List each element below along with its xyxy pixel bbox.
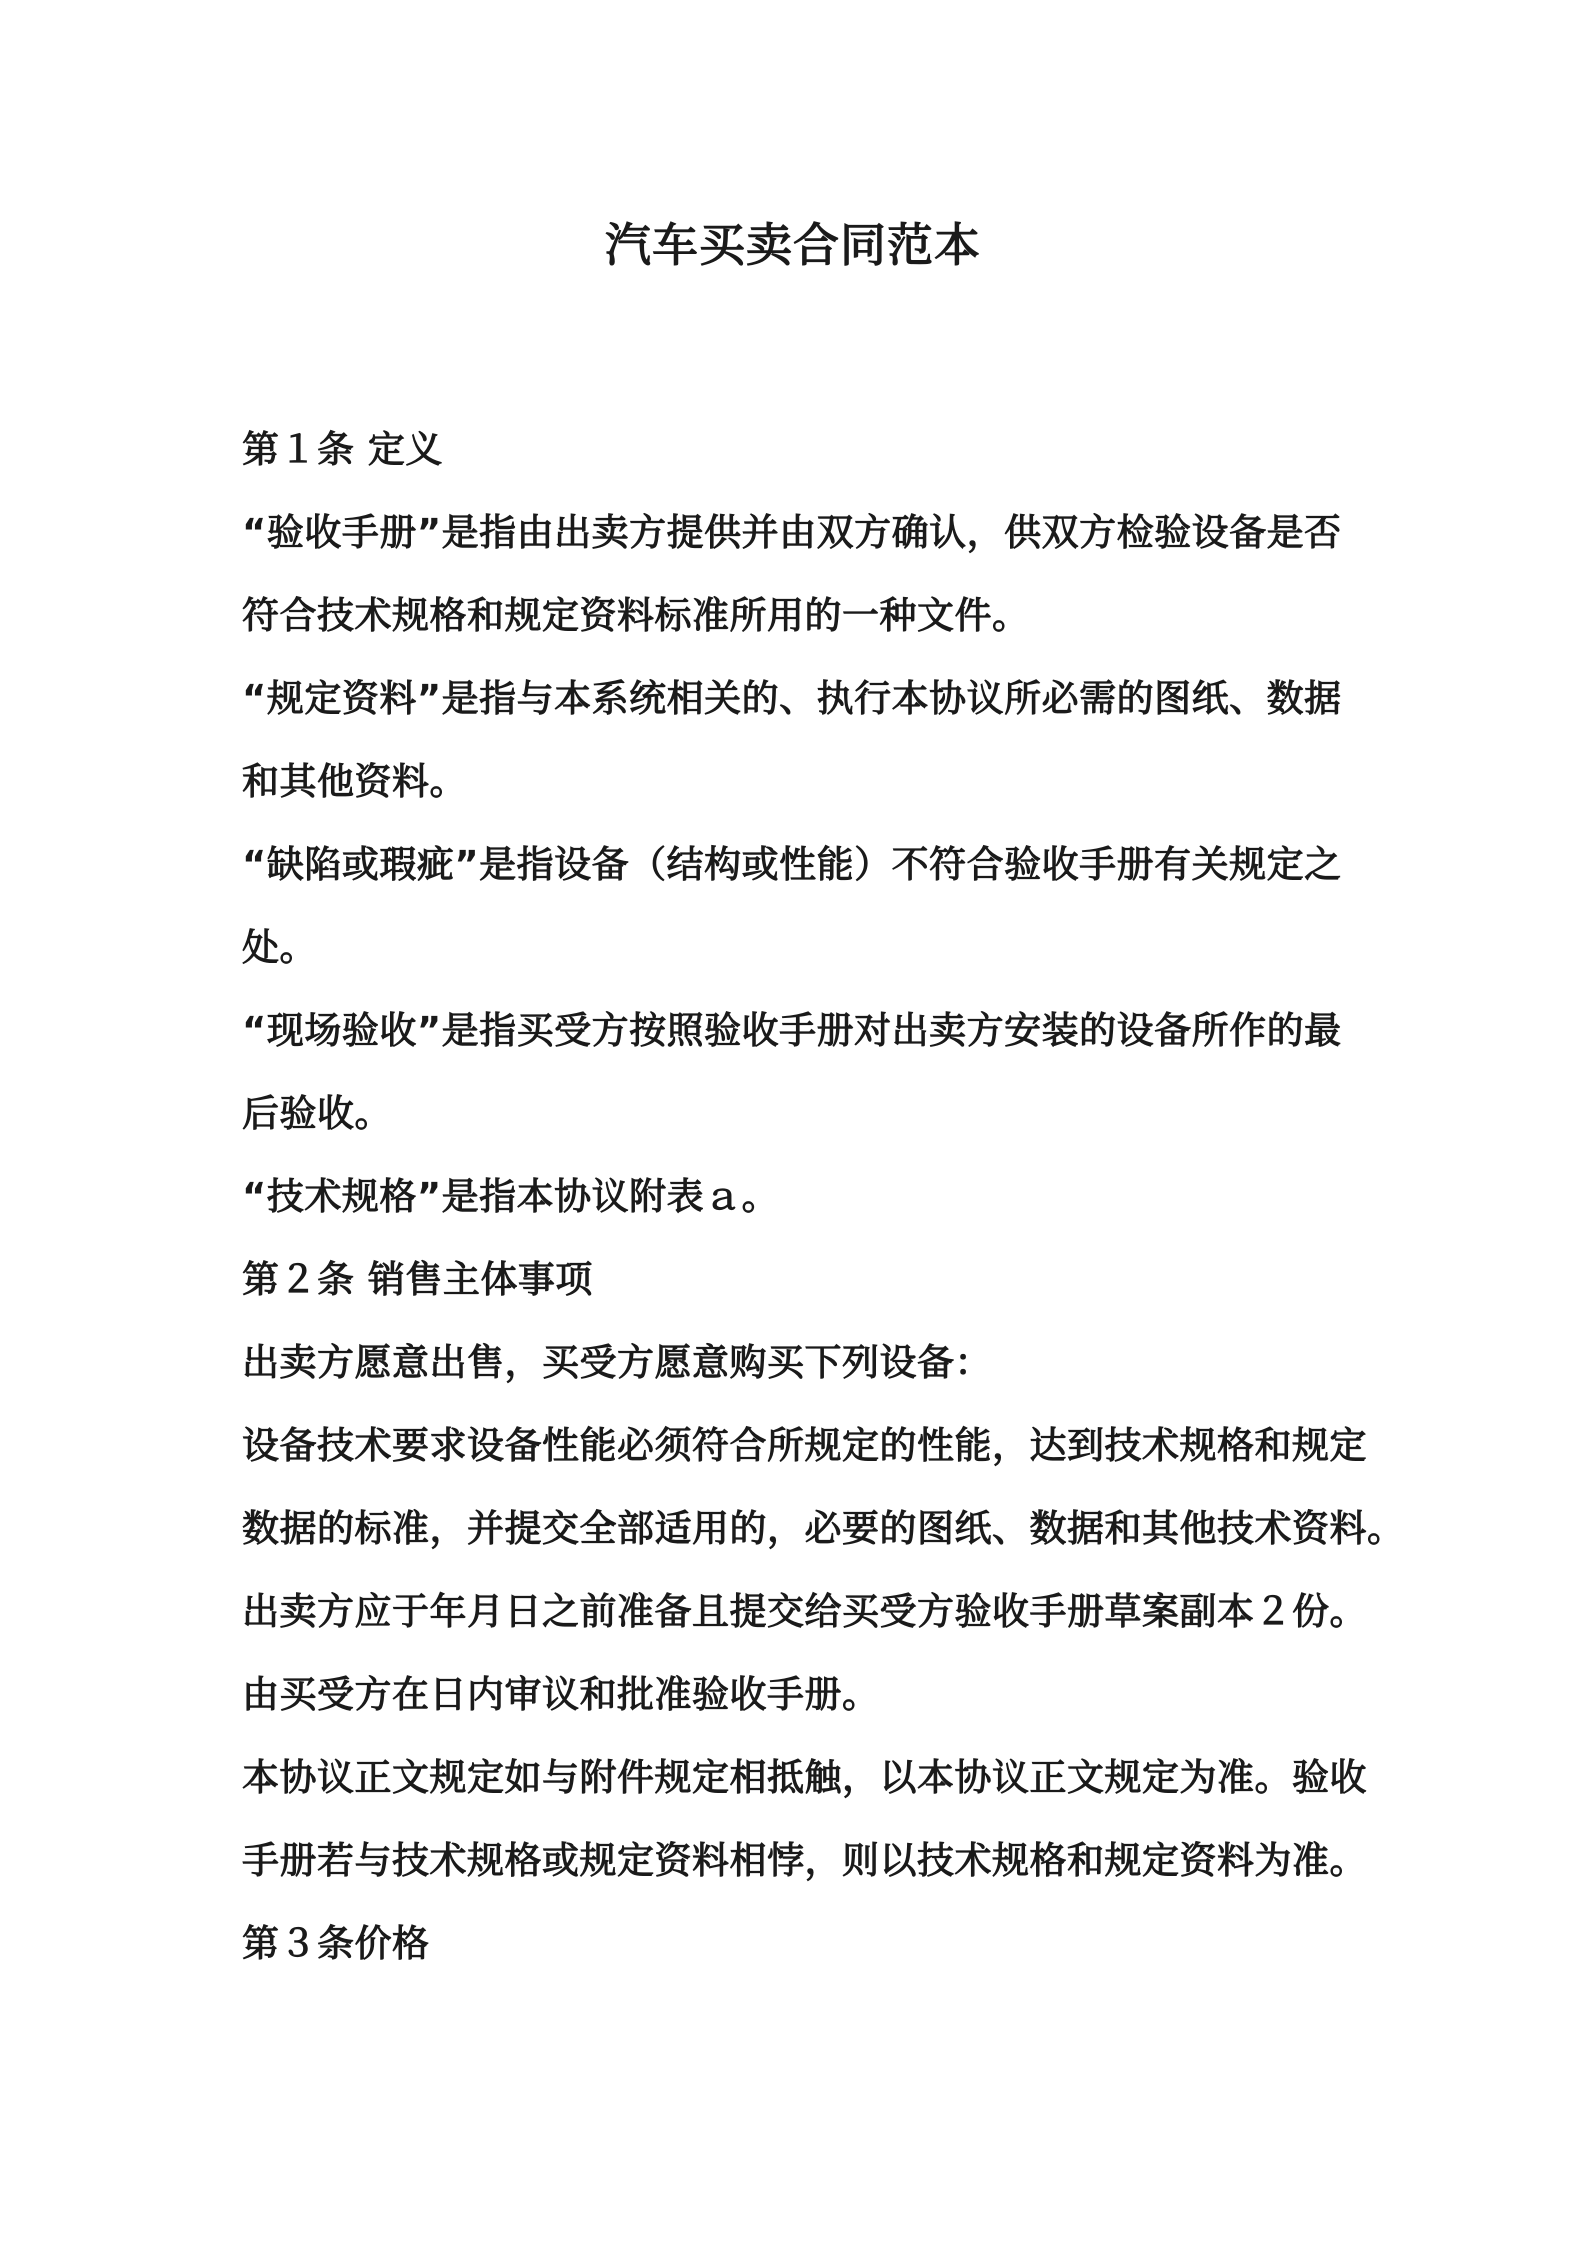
paragraph-line: 手册若与技术规格或规定资料相悖，则以技术规格和规定资料为准。 [242,1839,1367,1882]
paragraph-line: “缺陷或瑕疵”是指设备（结构或性能）不符合验收手册有关规定之 [242,843,1342,886]
paragraph-line: “规定资料”是指与本系统相关的、执行本协议所必需的图纸、数据 [242,677,1342,720]
paragraph-line: 出卖方应于年月日之前准备且提交给买受方验收手册草案副本２份。 [242,1590,1367,1633]
paragraph-line: 由买受方在日内审议和批准验收手册。 [242,1673,880,1716]
article-3-heading: 第３条价格 [242,1922,430,1965]
article-1-heading: 第１条 定义 [242,428,443,471]
paragraph-line: 设备技术要求设备性能必须符合所规定的性能，达到技术规格和规定 [242,1424,1367,1467]
paragraph-line: 符合技术规格和规定资料标准所用的一种文件。 [242,594,1030,637]
paragraph-line: 出卖方愿意出售，买受方愿意购买下列设备： [242,1341,992,1384]
paragraph-line: 本协议正文规定如与附件规定相抵触，以本协议正文规定为准。验收 [242,1756,1367,1799]
article-2-heading: 第２条 销售主体事项 [242,1258,593,1301]
paragraph-line: 数据的标准，并提交全部适用的，必要的图纸、数据和其他技术资料。 [242,1507,1405,1550]
document-body [242,408,1405,1985]
paragraph-line: “现场验收”是指买受方按照验收手册对出卖方安装的设备所作的最 [242,1009,1342,1052]
document-title: 汽车买卖合同范本 [605,218,981,272]
paragraph-line: “技术规格”是指本协议附表ａ。 [242,1175,780,1218]
paragraph-line: “验收手册”是指由出卖方提供并由双方确认，供双方检验设备是否 [242,511,1342,554]
paragraph-line: 和其他资料。 [242,760,467,803]
paragraph-line: 处。 [242,926,317,969]
paragraph-line: 后验收。 [242,1092,392,1135]
